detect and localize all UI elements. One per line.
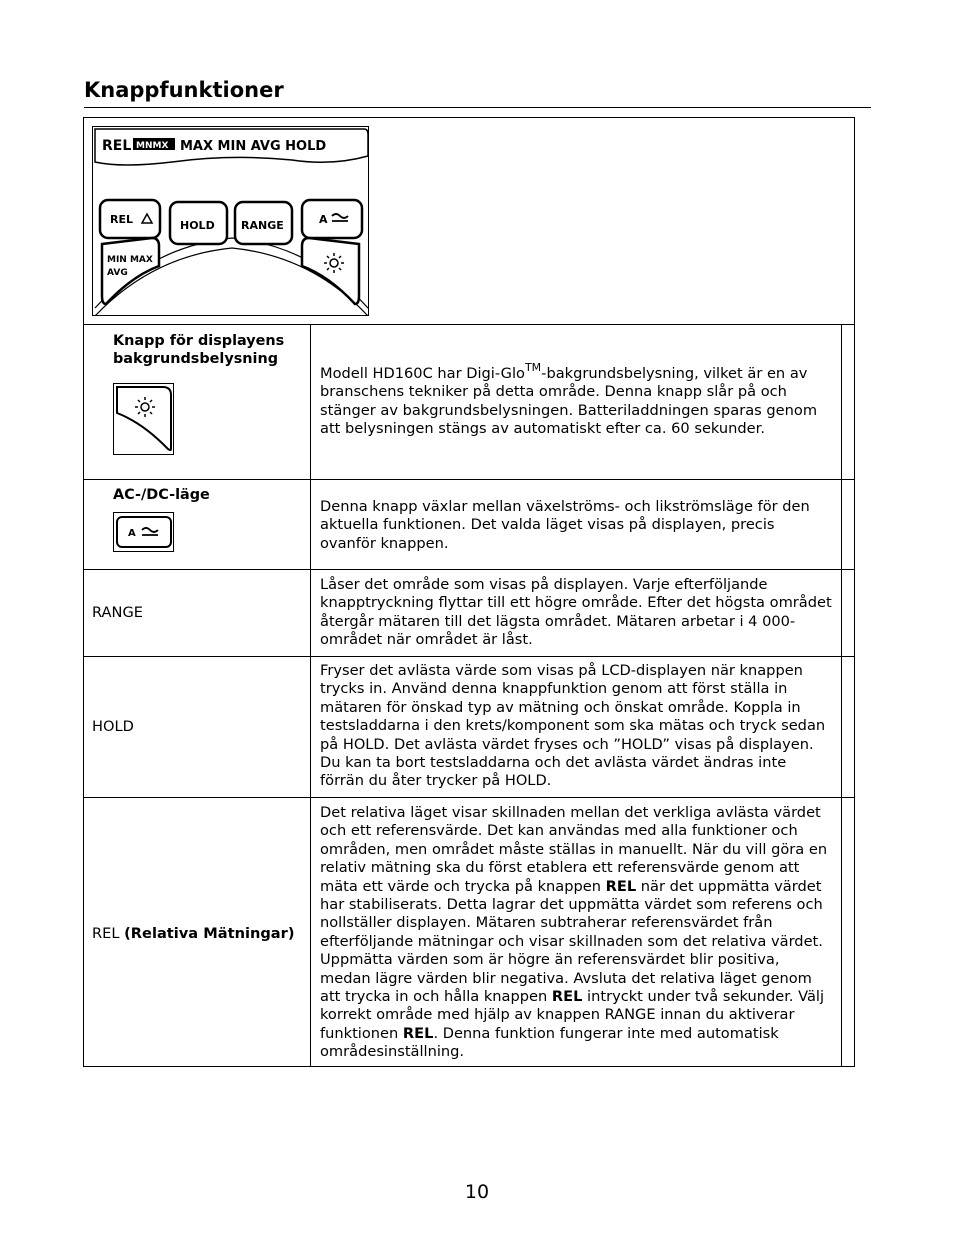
rel-indicator: REL: [102, 138, 132, 154]
svg-text:HOLD: HOLD: [180, 219, 215, 232]
rel-text-segment: intryckt under två sekunder. Välj korrekt område med hjälp av knappen RANGE innan du aktiverar funktionen: [320, 988, 825, 1042]
page-number: 10: [464, 1181, 490, 1203]
row-label: REL (Relativa Mätningar): [92, 925, 295, 942]
svg-text:A: A: [128, 528, 136, 539]
page-title: Knappfunktioner: [84, 78, 284, 102]
rel-text-segment: . Denna funktion fungerar inte med automatisk områdesinställning.: [320, 1024, 779, 1061]
table-row-backlight: [83, 324, 855, 479]
rel-text-segment: när det uppmätta värdet har stabiliserats. Detta lagrar det uppmätta värdet som referens och nollställer displayen. Mätaren subtraherar referensvärdet från efterföljande mätningar och visar skillnaden som det relativa värdet. Uppmätta värden som är högre än referensvärdet blir positiva, medan lägre värden blir negativa. Avsluta det relativa läget genom att trycka in och hålla knappen: [320, 877, 823, 1006]
svg-text:REL: REL: [110, 213, 133, 226]
svg-text:RANGE: RANGE: [241, 219, 284, 232]
table-row-ac-dc: [83, 479, 855, 569]
rel-keyword: REL: [551, 988, 583, 1006]
svg-text:MIN MAX: MIN MAX: [107, 255, 153, 265]
max-min-avg-hold-indicator: MAX MIN AVG HOLD: [180, 139, 327, 154]
row-label: Knapp för displayens bakgrundsbelysning: [113, 333, 285, 367]
table-row-hold: [83, 656, 855, 797]
svg-text:A: A: [319, 213, 328, 226]
mnmx-indicator: MNMX: [136, 141, 169, 151]
row-description: [320, 804, 832, 1062]
table-row-range: [83, 569, 855, 656]
table-row-rel: [83, 797, 855, 1067]
row-description: Fryser det avlästa värde som visas på LCD-displayen när knappen trycks in. Använd denna knappfunktion genom att först ställa in mätaren för önskad typ av mätning och önskat område. Koppla in testsladdarna i den krets/komponent som ska mätas och tryck sedan på HOLD. Det avlästa värdet fryses och ”HOLD” visas på displayen. Du kan ta bort testsladdarna och det avlästa värdet ändras inte förrän du åter trycker på HOLD.: [320, 662, 826, 790]
row-description: Låser det område som visas på displayen. Varje efterföljande knapptryckning flyttar till ett högre område. Efter det högsta området återgår mätaren till det lägsta området. Mätaren arbetar i 4 000-området när området är låst.: [320, 576, 832, 649]
rel-text-segment: Det relativa läget visar skillnaden mellan det verkliga avlästa värdet och ett referensvärde. Det kan användas med alla funktioner och områden, men området måste ställas in manuellt. När du vill göra en relativ mätning ska du först etablera ett referensvärde genom att mäta ett värde och trycka på knappen: [320, 804, 828, 895]
row-label: AC-/DC-läge: [113, 487, 210, 503]
row-label: HOLD: [92, 718, 134, 735]
rel-keyword: REL: [402, 1024, 434, 1042]
row-label: RANGE: [92, 604, 143, 621]
row-description: Denna knapp växlar mellan växelströms- och likströmsläge för den aktuella funktionen. Det valda läget visas på displayen, precis ovanför knappen.: [320, 498, 810, 552]
row-description: Modell HD160C har Digi-Glo™-bakgrundsbelysning, vilket är en av branschens tekniker på detta område. Denna knapp slår på och stänger av bakgrundsbelysningen. Batteriladdningen sparas genom att belysningen stängs av automatiskt efter ca. 60 sekunder.: [320, 361, 818, 438]
svg-text:AVG: AVG: [107, 268, 128, 278]
rel-keyword: REL: [605, 877, 637, 895]
meter-button-panel-illustration: [92, 126, 369, 316]
title-rule: [84, 107, 871, 108]
ac-dc-toggle-icon: [113, 512, 174, 552]
backlight-sun-icon: [113, 383, 174, 455]
ac-dc-button[interactable]: [302, 200, 362, 238]
